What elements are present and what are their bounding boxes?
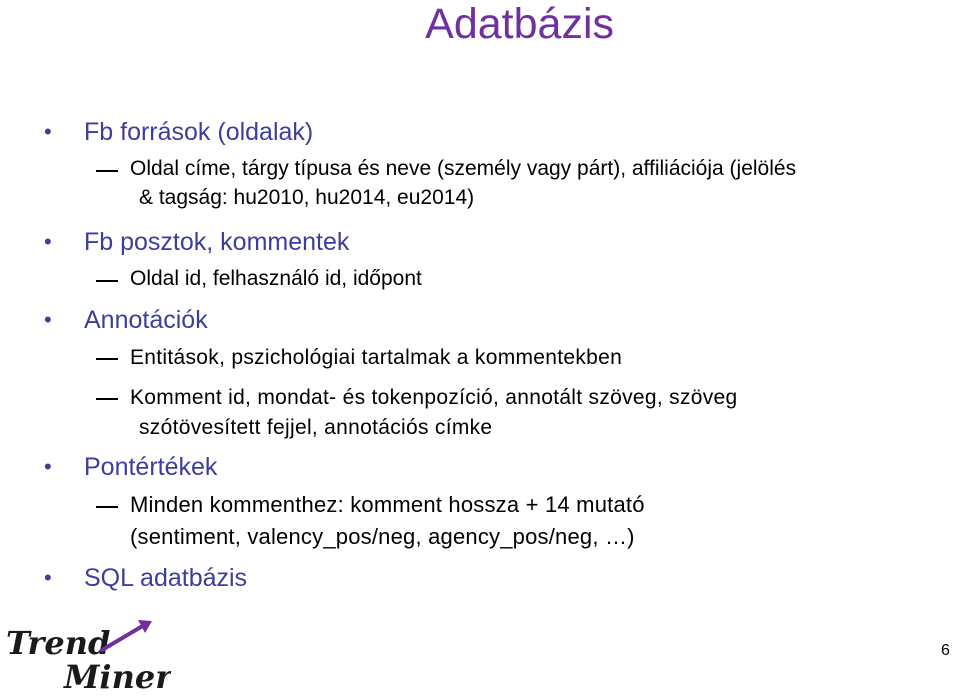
bullet-item-annotations: Annotációk	[84, 306, 208, 334]
bullet: •	[44, 229, 52, 254]
bullet: •	[44, 119, 52, 144]
sub-item-post-fields: Oldal id, felhasználó id, időpont	[130, 267, 422, 290]
sub-item-score-list: (sentiment, valency_pos/neg, agency_pos/neg, …)	[130, 524, 635, 549]
dash	[96, 358, 118, 360]
dash	[96, 280, 118, 282]
dash	[96, 506, 118, 508]
logo-word-miner: Miner	[64, 658, 171, 692]
trendminer-logo-svg	[6, 618, 171, 692]
bullet-item-scores: Pontértékek	[84, 453, 218, 481]
bullet-item-fb-sources: Fb források (oldalak)	[84, 118, 314, 146]
sub-item-comment-fields: Komment id, mondat- és tokenpozíció, annotált szöveg, szöveg	[130, 386, 738, 409]
bullet: •	[44, 307, 52, 332]
bullet-item-fb-posts: Fb posztok, kommentek	[84, 228, 350, 256]
bullet: •	[44, 454, 52, 479]
page-number: 6	[941, 642, 950, 659]
sub-item-score-summary: Minden kommenthez: komment hossza + 14 mutató	[130, 492, 645, 517]
dash	[96, 398, 118, 400]
sub-item-page-fields-cont: & tagság: hu2010, hu2014, eu2014)	[139, 186, 475, 209]
logo-word-trend: Trend	[6, 624, 111, 662]
dash	[96, 170, 118, 172]
bullet-item-sql: SQL adatbázis	[84, 564, 248, 592]
bullet: •	[44, 565, 52, 590]
slide-title: Adatbázis	[425, 0, 614, 48]
trendminer-logo	[6, 618, 171, 697]
sub-item-entities: Entitások, pszichológiai tartalmak a kommentekben	[130, 346, 623, 369]
sub-item-page-fields: Oldal címe, tárgy típusa és neve (személy vagy párt), affiliációja (jelölés	[130, 157, 797, 180]
sub-item-comment-fields-cont: szótövesített fejjel, annotációs címke	[139, 416, 493, 439]
